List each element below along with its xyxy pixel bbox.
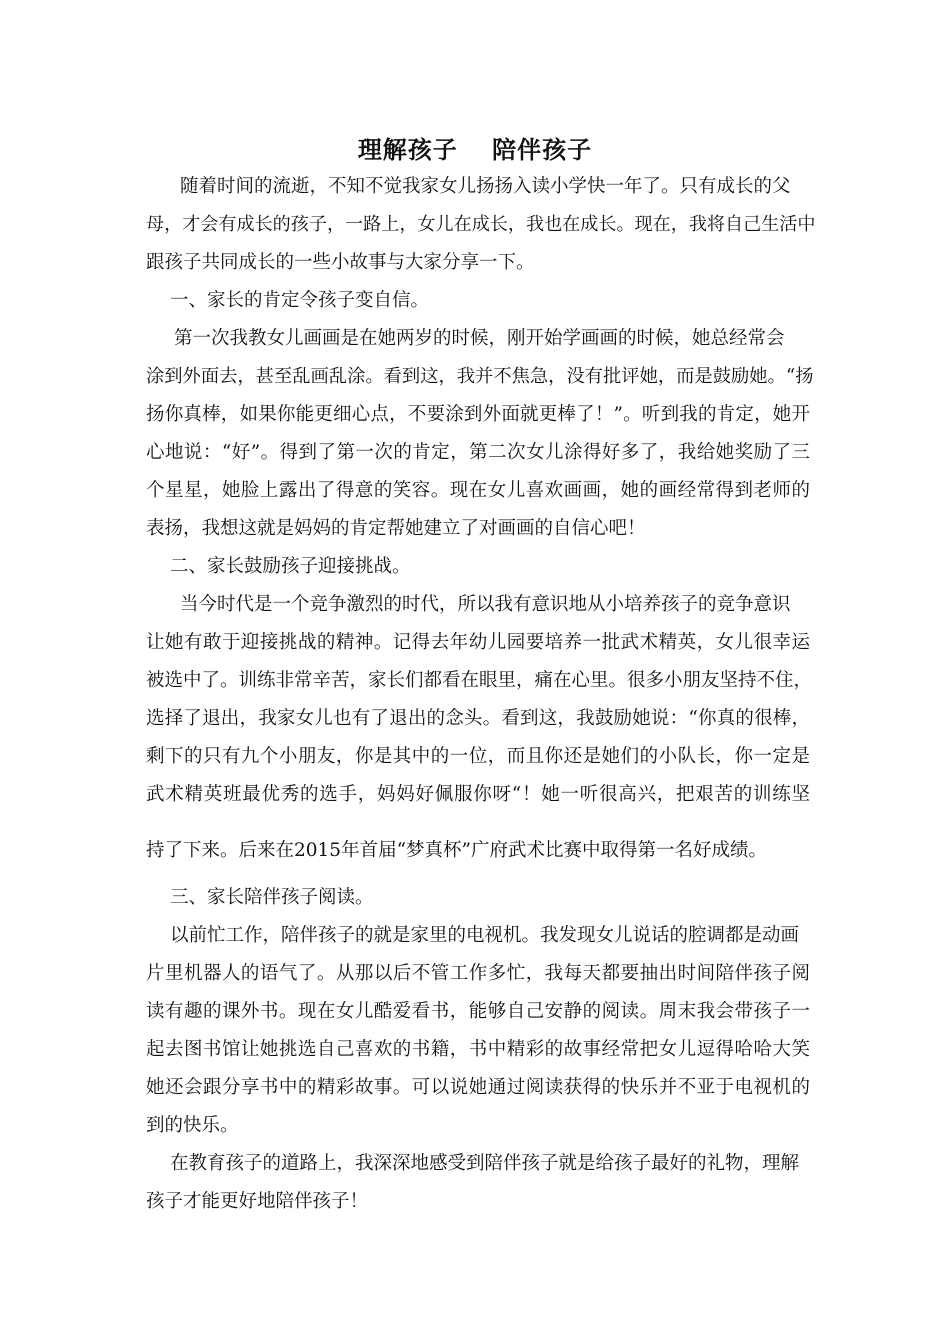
paragraph-line: 个星星，她脸上露出了得意的笑容。现在女儿喜欢画画，她的画经常得到老师的 <box>146 480 810 501</box>
section-heading-1: 一、家长的肯定令孩子变自信。 <box>170 290 430 311</box>
paragraph-line: 在教育孩子的道路上，我深深地感受到陪伴孩子就是给孩子最好的礼物，理解 <box>170 1153 800 1174</box>
paragraph-line: 孩子才能更好地陪伴孩子！ <box>146 1191 369 1212</box>
section-heading-2: 二、家长鼓励孩子迎接挑战。 <box>170 556 411 577</box>
paragraph-line: 读有趣的课外书。现在女儿酷爱看书，能够自己安静的阅读。周末我会带孩子一 <box>146 1001 810 1022</box>
paragraph-line: 涂到外面去，甚至乱画乱涂。看到这，我并不焦急，没有批评她，而是鼓励她。“扬 <box>146 366 814 387</box>
paragraph-line: 当今时代是一个竞争激烈的时代，所以我有意识地从小培养孩子的竞争意识 <box>180 594 791 615</box>
paragraph-line: 以前忙工作，陪伴孩子的就是家里的电视机。我发现女儿说话的腔调都是动画 <box>170 925 800 946</box>
paragraph-line: 让她有敢于迎接挑战的精神。记得去年幼儿园要培养一批武术精英，女儿很幸运 <box>146 632 810 653</box>
paragraph-line: 到的快乐。 <box>146 1115 239 1136</box>
paragraph-line: 表扬，我想这就是妈妈的肯定帮她建立了对画画的自信心吧！ <box>146 518 646 539</box>
page-title: 理解孩子 陪伴孩子 <box>357 135 593 164</box>
paragraph-line: 第一次我教女儿画画是在她两岁的时候，刚开始学画画的时候，她总经常会 <box>174 328 785 349</box>
paragraph-line: 片里机器人的语气了。从那以后不管工作多忙，我每天都要抽出时间陪伴孩子阅 <box>146 963 810 984</box>
paragraph-line: 扬你真棒，如果你能更细心点，不要涂到外面就更棒了！”。听到我的肯定，她开 <box>146 404 810 425</box>
paragraph-line: 武术精英班最优秀的选手，妈妈好佩服你呀“！她一听很高兴，把艰苦的训练坚 <box>146 784 810 805</box>
paragraph-line: 选择了退出，我家女儿也有了退出的念头。看到这，我鼓励她说：“你真的很棒， <box>146 708 810 729</box>
paragraph-line: 她还会跟分享书中的精彩故事。可以说她通过阅读获得的快乐并不亚于电视机的 <box>146 1077 810 1098</box>
paragraph-line: 母，才会有成长的孩子，一路上，女儿在成长，我也在成长。现在，我将自己生活中 <box>146 214 816 235</box>
paragraph-line: 持了下来。后来在2015年首届“梦真杯”广府武术比赛中取得第一名好成绩。 <box>146 840 767 861</box>
section-heading-3: 三、家长陪伴孩子阅读。 <box>170 887 374 908</box>
paragraph-line: 跟孩子共同成长的一些小故事与大家分享一下。 <box>146 252 535 273</box>
paragraph-line: 心地说：“好”。得到了第一次的肯定，第二次女儿涂得好多了，我给她奖励了三 <box>146 442 810 463</box>
paragraph-line: 起去图书馆让她挑选自己喜欢的书籍，书中精彩的故事经常把女儿逗得哈哈大笑 <box>146 1039 810 1060</box>
paragraph-line: 随着时间的流逝，不知不觉我家女儿扬扬入读小学快一年了。只有成长的父 <box>180 176 791 197</box>
paragraph-line: 被选中了。训练非常辛苦，家长们都看在眼里，痛在心里。很多小朋友坚持不住， <box>146 670 813 691</box>
paragraph-line: 剩下的只有九个小朋友，你是其中的一位，而且你还是她们的小队长，你一定是 <box>146 746 810 767</box>
